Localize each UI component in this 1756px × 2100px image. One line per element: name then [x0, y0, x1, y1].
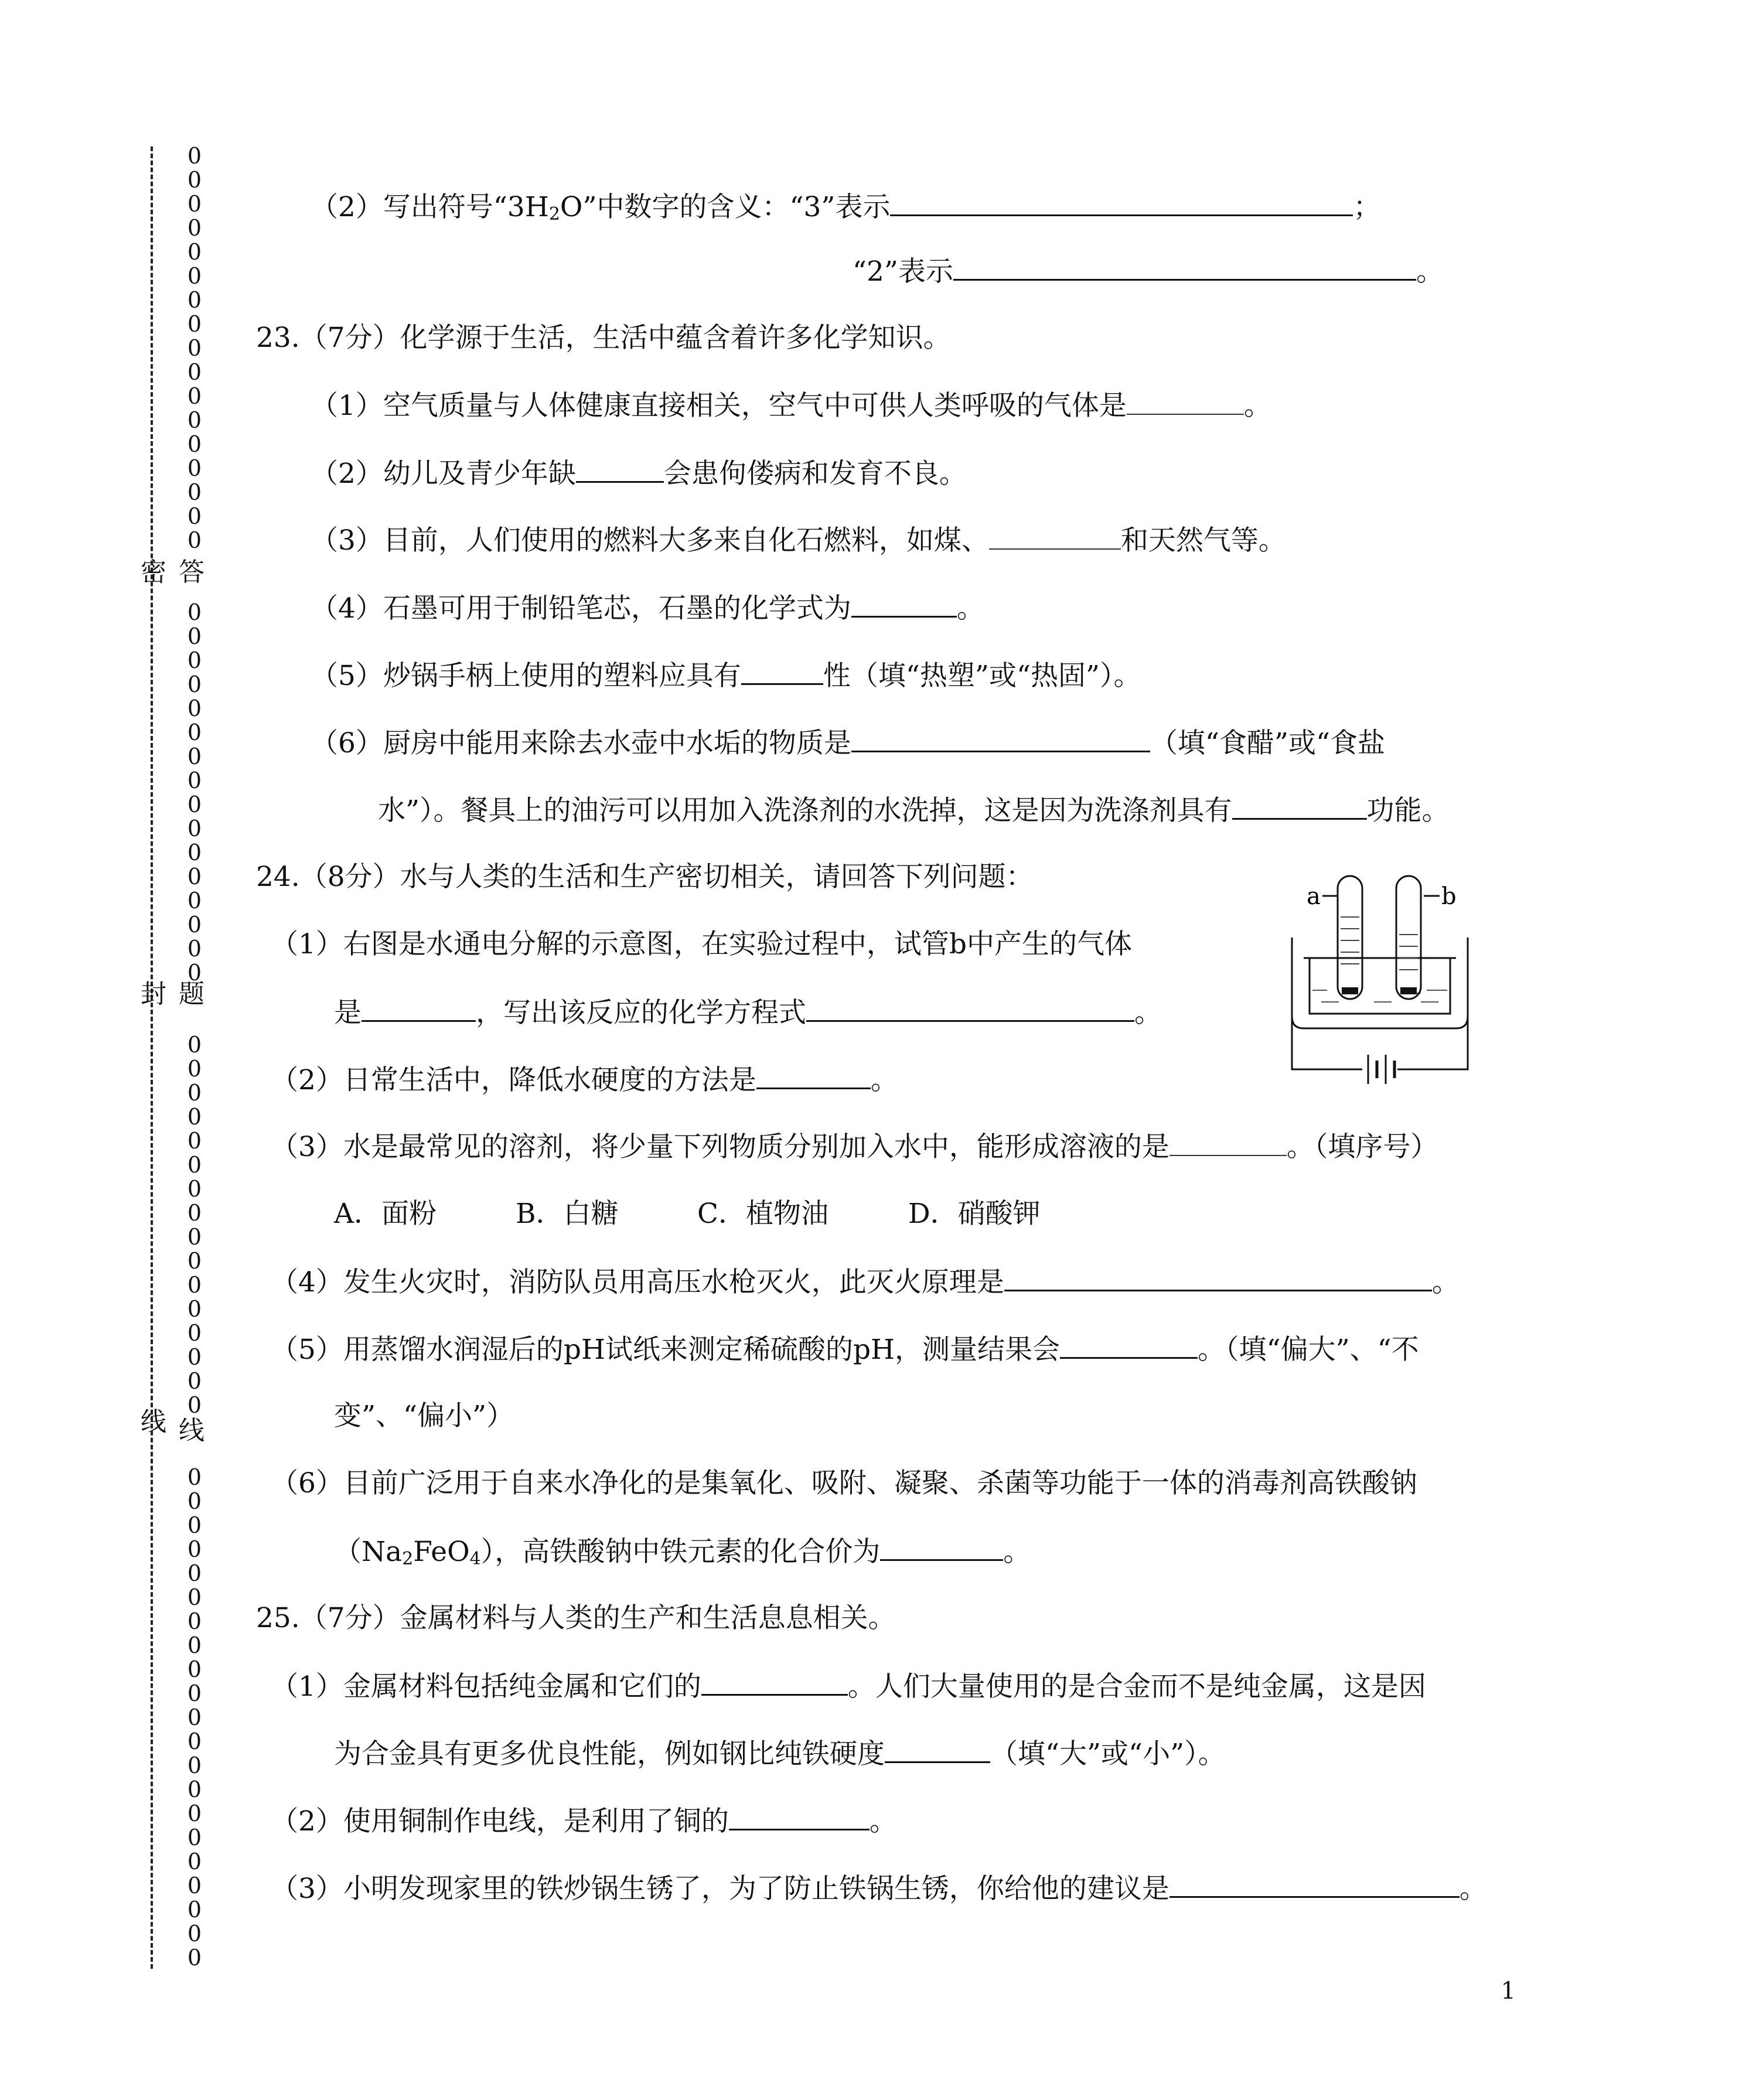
zero-glyph: 0: [187, 1608, 202, 1634]
zero-glyph: 0: [187, 623, 202, 649]
q24-s1-line2: 是 ，写出该反应的化学方程式 。: [334, 994, 1162, 1031]
q24-s6-line2: $(Na_2FeO_4)$，高铁酸钠中铁元素的化合价为 。: [334, 1533, 1031, 1577]
q25-title: 25.（7分）金属材料与人类的生产和生活息息相关。: [256, 1602, 896, 1634]
zero-glyph: 0: [187, 599, 202, 625]
zero-glyph: 0: [187, 720, 202, 745]
zero-glyph: 0: [187, 1032, 202, 1058]
wire-right: [1397, 1017, 1468, 1069]
zero-glyph: 0: [187, 1392, 202, 1418]
q24-s2: （2）日常生活中，降低水硬度的方法是 。: [271, 1062, 898, 1098]
zero-glyph: [183, 1009, 206, 1033]
q24-s3: （3）水是最常见的溶剂，将少量下列物质分别加入水中，能形成溶液的是 。（填序号）: [271, 1129, 1438, 1165]
tube-liquid-marks: [1341, 917, 1418, 970]
answer-blank[interactable]: [890, 189, 1353, 216]
electrode-b: [1400, 987, 1417, 994]
zero-glyph: 0: [187, 1128, 202, 1154]
zero-glyph: 0: [187, 311, 202, 337]
zero-glyph: 0: [187, 1897, 202, 1922]
answer-blank[interactable]: [1127, 388, 1244, 415]
zero-glyph: 0: [187, 696, 202, 721]
zero-glyph: 0: [187, 1152, 202, 1178]
q23-s3: （3）目前，人们使用的燃料大多来自化石燃料，如煤、 和天然气等。: [311, 523, 1286, 558]
zero-glyph: 0: [187, 239, 202, 265]
option-b[interactable]: B．白糖: [516, 1198, 619, 1230]
answer-blank[interactable]: [1169, 1129, 1287, 1156]
option-c[interactable]: C．植物油: [697, 1198, 828, 1230]
q24-title: 24.（8分）水与人类的生活和生产密切相关，请回答下列问题：: [256, 861, 1034, 893]
zero-glyph: 0: [187, 383, 202, 409]
zero-glyph: 0: [187, 1825, 202, 1850]
binding-zero-column: [183, 144, 206, 1970]
answer-blank[interactable]: [851, 725, 1150, 752]
zero-glyph: 0: [187, 647, 202, 673]
answer-blank[interactable]: [885, 1736, 990, 1763]
answer-blank[interactable]: [362, 994, 476, 1022]
outer-trough: [1292, 938, 1468, 1028]
zero-glyph: 0: [187, 479, 202, 505]
water-surface: [1312, 990, 1447, 1002]
q23-s1: （1）空气质量与人体健康直接相关，空气中可供人类呼吸的气体是 。: [311, 388, 1271, 424]
answer-blank[interactable]: [880, 1533, 1003, 1561]
q22-part2-line2: “2”表示 。: [853, 253, 1444, 289]
q24-options: [334, 1196, 1041, 1232]
answer-blank[interactable]: [1004, 1264, 1432, 1291]
zero-glyph: 0: [187, 1729, 202, 1754]
zero-glyph: 0: [187, 1632, 202, 1658]
q25-s1-line2: 为合金具有更多优良性能，例如钢比纯铁硬度 （填“大”或“小”）。: [334, 1736, 1226, 1772]
zero-glyph: 0: [187, 143, 202, 169]
margin-label-xian-1: 线: [141, 1407, 166, 1437]
zero-glyph: 0: [187, 1656, 202, 1682]
zero-glyph: 0: [187, 1801, 202, 1826]
zero-glyph: 0: [187, 888, 202, 913]
q25-s1-line1: （1）金属材料包括纯金属和它们的 。人们大量使用的是合金而不是纯金属，这是因: [271, 1668, 1426, 1704]
zero-glyph: 0: [187, 287, 202, 313]
zero-glyph: 0: [187, 1104, 202, 1130]
zero-glyph: 0: [187, 1368, 202, 1394]
answer-blank[interactable]: [1169, 1870, 1460, 1898]
zero-glyph: 0: [187, 1464, 202, 1490]
q22-part2-line1: （2）写出符号“$3H_2O$”中数字的含义：“3”表示 ；: [311, 189, 1380, 232]
answer-blank[interactable]: [756, 1062, 871, 1089]
zero-glyph: 0: [187, 167, 202, 193]
q23-s5: （5）炒锅手柄上使用的塑料应具有 性（填“热塑”或“热固”）。: [311, 657, 1141, 694]
electrode-a: [1342, 987, 1358, 994]
margin-label-da: 答: [179, 557, 204, 587]
zero-glyph: 0: [187, 1753, 202, 1778]
q25-s3: （3）小明发现家里的铁炒锅生锈了，为了防止铁锅生锈，你给他的建议是 。: [271, 1870, 1487, 1907]
zero-glyph: 0: [187, 1320, 202, 1346]
zero-glyph: 0: [187, 191, 202, 217]
answer-blank[interactable]: [851, 590, 957, 618]
wire-left: [1292, 1017, 1362, 1069]
zero-glyph: 0: [187, 840, 202, 865]
beaker: [1310, 958, 1450, 1014]
zero-glyph: 0: [187, 1536, 202, 1562]
zero-glyph: 0: [187, 527, 202, 553]
answer-blank[interactable]: [741, 657, 823, 685]
zero-glyph: 0: [187, 671, 202, 697]
answer-blank[interactable]: [1232, 792, 1367, 820]
answer-blank[interactable]: [953, 253, 1416, 281]
zero-glyph: 0: [187, 1080, 202, 1106]
zero-glyph: 0: [187, 792, 202, 817]
zero-glyph: 0: [187, 215, 202, 241]
zero-glyph: 0: [187, 1200, 202, 1226]
zero-glyph: 0: [187, 1584, 202, 1610]
zero-glyph: 0: [187, 1921, 202, 1946]
q25-s2: （2）使用铜制作电线，是利用了铜的 。: [271, 1803, 897, 1839]
margin-label-mi: 密: [141, 557, 166, 587]
zero-glyph: 0: [187, 768, 202, 793]
q24-s5-line2: 变”、“偏小”）: [334, 1400, 514, 1432]
zero-glyph: 0: [187, 1488, 202, 1514]
zero-glyph: 0: [187, 1344, 202, 1370]
margin-label-ti: 题: [179, 979, 204, 1009]
answer-blank[interactable]: [806, 994, 1134, 1022]
answer-blank[interactable]: [989, 523, 1121, 550]
electrolysis-diagram: [1286, 870, 1479, 1093]
q23-title: 23.（7分）化学源于生活，生活中蕴含着许多化学知识。: [256, 322, 951, 354]
zero-glyph: 0: [187, 744, 202, 769]
zero-glyph: 0: [187, 864, 202, 889]
zero-glyph: 0: [187, 1056, 202, 1082]
q23-s6-line2: 水”）。餐具上的油污可以用加入洗涤剂的水洗掉，这是因为洗涤剂具有 功能。: [378, 792, 1450, 829]
zero-glyph: 0: [187, 1248, 202, 1274]
zero-glyph: 0: [187, 503, 202, 529]
q23-s6-line1: （6）厨房中能用来除去水壶中水垢的物质是 （填“食醋”或“食盐: [311, 725, 1385, 761]
zero-glyph: 0: [187, 1945, 202, 1971]
zero-glyph: 0: [187, 1777, 202, 1802]
zero-glyph: 0: [187, 1176, 202, 1202]
zero-glyph: 0: [187, 912, 202, 938]
zero-glyph: 0: [187, 960, 202, 986]
q23-s2: （2）幼儿及青少年缺 会患佝偻病和发育不良。: [311, 455, 967, 492]
zero-glyph: 0: [187, 1704, 202, 1730]
binding-dashed-line: [151, 146, 153, 1969]
test-tube-a: [1338, 876, 1362, 999]
zero-glyph: 0: [187, 1680, 202, 1706]
margin-label-feng: 封: [141, 979, 166, 1009]
tube-label-a: a: [1307, 883, 1321, 910]
answer-blank[interactable]: [1060, 1331, 1198, 1359]
zero-glyph: 0: [187, 431, 202, 457]
zero-glyph: 0: [187, 407, 202, 433]
zero-glyph: 0: [187, 1272, 202, 1298]
q24-s6-line1: （6）目前广泛用于自来水净化的是集氧化、吸附、凝聚、杀菌等功能于一体的消毒剂高铁酸钠: [271, 1467, 1417, 1499]
zero-glyph: 0: [187, 816, 202, 841]
answer-blank[interactable]: [701, 1668, 848, 1696]
zero-glyph: 0: [187, 1296, 202, 1322]
answer-blank[interactable]: [576, 455, 664, 483]
test-tube-b: [1396, 876, 1421, 999]
zero-glyph: 0: [187, 936, 202, 962]
option-d[interactable]: D．硝酸钾: [908, 1198, 1041, 1230]
page-number: 1: [1501, 1978, 1516, 2004]
zero-glyph: 0: [187, 263, 202, 289]
tube-label-b: b: [1441, 883, 1457, 910]
zero-glyph: 0: [187, 359, 202, 385]
zero-glyph: 0: [187, 455, 202, 481]
answer-blank[interactable]: [729, 1803, 870, 1830]
margin-label-xian-2: 线: [179, 1416, 204, 1446]
option-a[interactable]: A．面粉: [334, 1198, 437, 1230]
q24-s4: （4）发生火灾时，消防队员用高压水枪灭火，此灭火原理是 。: [271, 1264, 1460, 1300]
zero-glyph: 0: [187, 335, 202, 361]
q24-s5-line1: （5）用蒸馏水润湿后的pH试纸来测定稀硫酸的pH，测量结果会 。（填“偏大”、“不: [271, 1331, 1419, 1368]
zero-glyph: 0: [187, 1849, 202, 1874]
zero-glyph: 0: [187, 1512, 202, 1538]
zero-glyph: 0: [187, 1224, 202, 1250]
q24-s1-line1: （1）右图是水通电分解的示意图，在实验过程中，试管b中产生的气体: [271, 928, 1132, 960]
zero-glyph: 0: [187, 1873, 202, 1898]
zero-glyph: 0: [187, 1560, 202, 1586]
q23-s4: （4）石墨可用于制铅笔芯，石墨的化学式为 。: [311, 590, 984, 626]
